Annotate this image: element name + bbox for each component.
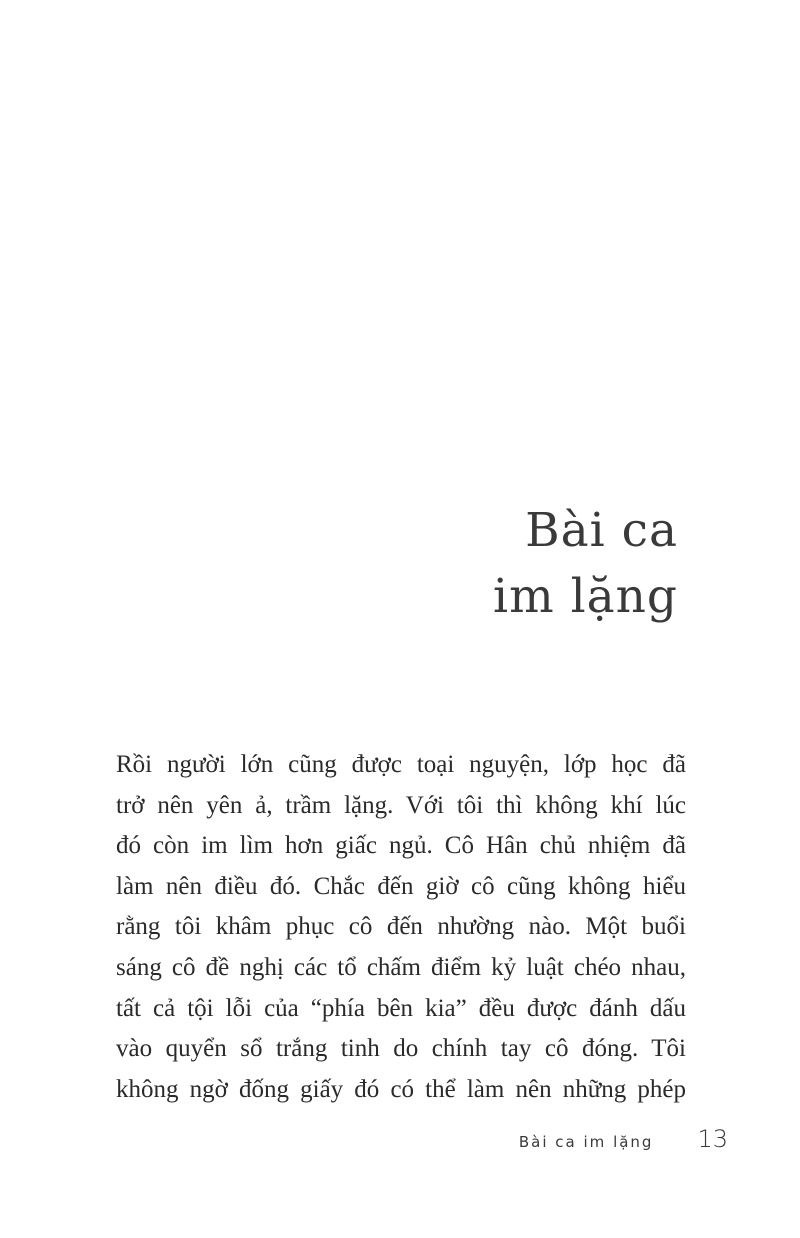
chapter-title-line-1: Bài ca	[525, 503, 678, 558]
page-footer	[519, 1125, 728, 1153]
body-line: Rồi người lớn cũng được toại nguyện, lớp học đã	[116, 751, 686, 778]
body-paragraph	[116, 745, 686, 1110]
body-line: làm nên điều đó. Chắc đến giờ cô cũng không hiểu	[116, 872, 686, 900]
body-line: vào quyển sổ trắng tinh do chính tay cô đóng. Tôi	[116, 1035, 686, 1063]
chapter-title	[493, 498, 678, 630]
running-head: Bài ca im lặng	[518, 1133, 654, 1151]
body-line: không ngờ đống giấy đó có thể làm nên những phép	[116, 1075, 686, 1103]
body-line: trở nên yên ả, trầm lặng. Với tôi thì không khí lúc	[116, 791, 686, 819]
body-line: rằng tôi khâm phục cô đến nhường nào. Một buổi	[116, 913, 686, 941]
chapter-title-line-2: im lặng	[493, 569, 678, 624]
body-line: sáng cô đề nghị các tổ chấm điểm kỷ luật chéo nhau,	[116, 953, 686, 981]
page-number: 13	[697, 1125, 728, 1153]
body-line: tất cả tội lỗi của “phía bên kia” đều được đánh dấu	[116, 994, 686, 1022]
body-line: đó còn im lìm hơn giấc ngủ. Cô Hân chủ nhiệm đã	[116, 832, 686, 860]
